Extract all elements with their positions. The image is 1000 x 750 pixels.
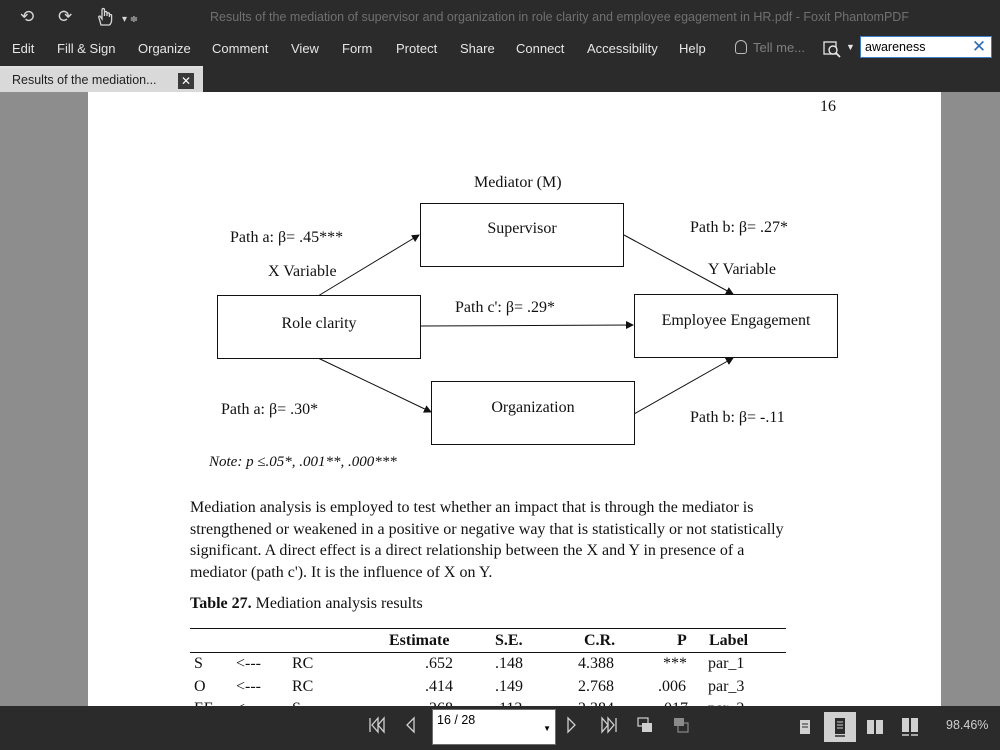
close-tab-icon[interactable]: ✕ [178,73,194,89]
tell-me-placeholder: Tell me... [753,40,806,55]
continuous-facing-view-icon[interactable] [894,712,926,742]
menu-connect[interactable]: Connect [516,41,565,56]
document-viewport[interactable] [0,92,1000,706]
header-label: Label [709,632,749,649]
cell-dv: S [194,655,203,672]
lightbulb-icon [735,40,747,54]
table-caption [190,595,423,613]
pdf-page [88,92,941,732]
cell-label: par_3 [708,678,745,695]
previous-page-icon[interactable] [403,714,417,743]
table-caption-title: Mediation analysis results [251,595,423,612]
paragraph-line: significant. A direct effect is a direct relationship between the X and Y in presence of a [190,542,745,560]
menu-fill-sign[interactable]: Fill & Sign [57,41,116,56]
cell-p: .006 [658,678,686,695]
cell-label: par_1 [708,655,745,672]
previous-view-icon[interactable] [636,714,654,743]
first-page-icon[interactable] [367,714,387,743]
menu-share[interactable]: Share [460,41,495,56]
cell-iv: RC [292,655,314,672]
menu-edit[interactable]: Edit [12,41,35,56]
menu-comment[interactable]: Comment [212,41,269,56]
single-page-view-icon[interactable] [789,712,821,742]
x-variable-label: X Variable [268,263,337,280]
next-page-icon[interactable] [565,714,579,743]
node-employee-engagement-label: Employee Engagement [661,312,811,329]
table-header-rule [190,652,786,653]
menu-bar [0,36,1000,64]
mediator-title: Mediator (M) [474,174,562,191]
significance-note: Note: p ≤.05*, .001**, .000*** [209,454,397,470]
find-icon[interactable] [822,39,842,59]
table-top-rule [190,628,786,629]
y-variable-label: Y Variable [708,261,776,278]
arrow-rc-to-ee [420,325,633,326]
search-input[interactable] [861,37,969,57]
path-b-bottom-label: Path b: β= -.11 [690,409,785,426]
arrow-rc-to-organization [318,358,431,412]
node-supervisor [420,203,624,267]
header-cr: C.R. [584,632,616,649]
redo-icon[interactable]: ⟳ [58,7,73,26]
cell-estimate: .652 [425,655,453,672]
facing-view-icon[interactable] [859,712,891,742]
table-caption-number: Table 27. [190,595,252,612]
next-view-icon[interactable] [672,714,690,743]
page-number: 16 [820,98,836,115]
document-tab-bar [0,64,1000,92]
paragraph-line: strengthened or weakened in a positive or negative way that is statistically or not statistically [190,520,784,538]
menu-help[interactable]: Help [679,41,706,56]
menu-organize[interactable]: Organize [138,41,191,56]
tell-me-box[interactable] [735,40,805,55]
node-organization [431,381,635,445]
paragraph-line: mediator (path c'). It is the influence of X on Y. [190,564,493,582]
window-title: Results of the mediation of supervisor and organization in role clarity and employee egagement in HR.pdf - Foxit PhantomPDF [210,10,909,24]
continuous-view-icon[interactable] [824,712,856,742]
cell-iv: RC [292,678,314,695]
path-a-top-label: Path a: β= .45*** [230,229,344,246]
paragraph-line: Mediation analysis is employed to test whether an impact that is through the mediator is [190,499,754,516]
page-navigator [432,709,556,745]
path-b-top-label: Path b: β= .27* [690,219,789,236]
search-box [860,36,992,58]
header-estimate: Estimate [389,632,450,649]
status-bar [0,706,1000,750]
customize-toolbar-icon[interactable]: ▾ ≑ [122,14,139,25]
last-page-icon[interactable] [599,714,619,743]
hand-tool-icon[interactable] [96,7,114,32]
close-icon[interactable]: ✕ [971,37,987,56]
path-a-bottom-label: Path a: β= .30* [221,401,319,418]
menu-form[interactable]: Form [342,41,373,56]
cell-cr: 4.388 [578,655,614,672]
title-bar [0,0,1000,36]
page-dropdown-icon[interactable]: ▼ [543,724,551,733]
path-c-label: Path c': β= .29* [455,299,556,316]
cell-arrow: <--- [236,655,262,672]
cell-se: .148 [495,655,523,672]
menu-view[interactable]: View [291,41,319,56]
node-role-clarity-label: Role clarity [281,315,357,332]
find-dropdown-icon[interactable]: ▼ [846,42,855,52]
cell-dv: O [194,678,206,695]
menu-protect[interactable]: Protect [396,41,438,56]
document-tab-label: Results of the mediation... [12,73,157,87]
node-supervisor-label: Supervisor [487,220,557,237]
body-paragraph [190,497,840,584]
cell-p: *** [663,655,687,672]
header-p: P [677,632,687,649]
header-se: S.E. [495,632,523,649]
node-role-clarity [217,295,421,359]
zoom-level[interactable]: 98.46% [946,718,989,732]
arrow-organization-to-ee [634,358,733,414]
menu-accessibility[interactable]: Accessibility [587,41,658,56]
undo-icon[interactable]: ⟲ [20,7,35,26]
node-organization-label: Organization [491,399,575,416]
node-employee-engagement [634,294,838,358]
cell-se: .149 [495,678,523,695]
document-tab[interactable] [0,66,203,92]
cell-estimate: .414 [425,678,453,695]
cell-arrow: <--- [236,678,262,695]
page-number-input[interactable] [433,710,541,730]
cell-cr: 2.768 [578,678,614,695]
